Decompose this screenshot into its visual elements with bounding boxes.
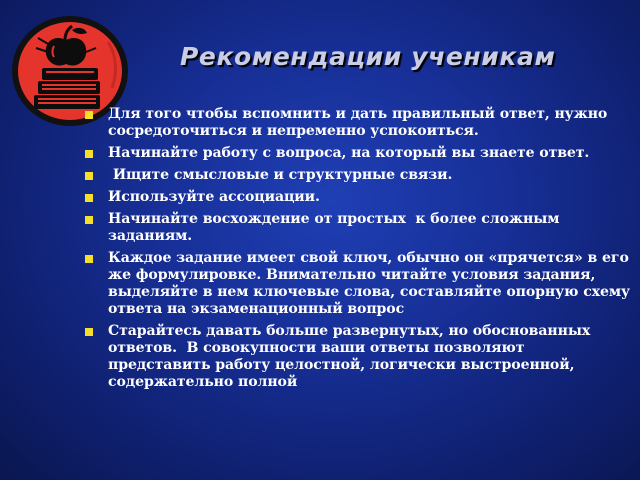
square-bullet-icon bbox=[85, 255, 93, 263]
list-item bbox=[83, 167, 631, 184]
square-bullet-icon bbox=[85, 328, 93, 336]
slide-title: Рекомендации ученикам bbox=[180, 42, 556, 71]
list-item-text: Для того чтобы вспомнить и дать правильный ответ, нужно сосредоточиться и непременно успокоиться. bbox=[108, 106, 613, 139]
square-bullet-icon bbox=[85, 111, 93, 119]
list-item bbox=[83, 211, 631, 245]
list-item bbox=[83, 145, 631, 162]
list-item-text: Начинайте восхождение от простых к более сложным заданиям. bbox=[108, 211, 565, 244]
list-item-text: Ищите смысловые и структурные связи. bbox=[108, 167, 453, 183]
list-item bbox=[83, 323, 631, 391]
square-bullet-icon bbox=[85, 172, 93, 180]
recommendations-list bbox=[83, 106, 635, 396]
list-item bbox=[83, 189, 631, 206]
square-bullet-icon bbox=[85, 216, 93, 224]
square-bullet-icon bbox=[85, 194, 93, 202]
list-item bbox=[83, 250, 635, 318]
list-item bbox=[83, 106, 631, 140]
list-item-text: Используйте ассоциации. bbox=[108, 189, 320, 205]
list-item-text: Начинайте работу с вопроса, на который вы знаете ответ. bbox=[108, 145, 590, 161]
list-item-text: Старайтесь давать больше развернутых, но обоснованных ответов. В совокупности ваши ответы позволяют представить работу целостной, логически выстроенной, содержательно полной bbox=[108, 323, 595, 390]
list-item-text: Каждое задание имеет свой ключ, обычно он «прячется» в его же формулировке. Внимательно читайте условия задания, выделяйте в нем ключевые слова, составляйте опорную схему ответа на экзаменационный вопрос bbox=[108, 250, 635, 317]
square-bullet-icon bbox=[85, 150, 93, 158]
